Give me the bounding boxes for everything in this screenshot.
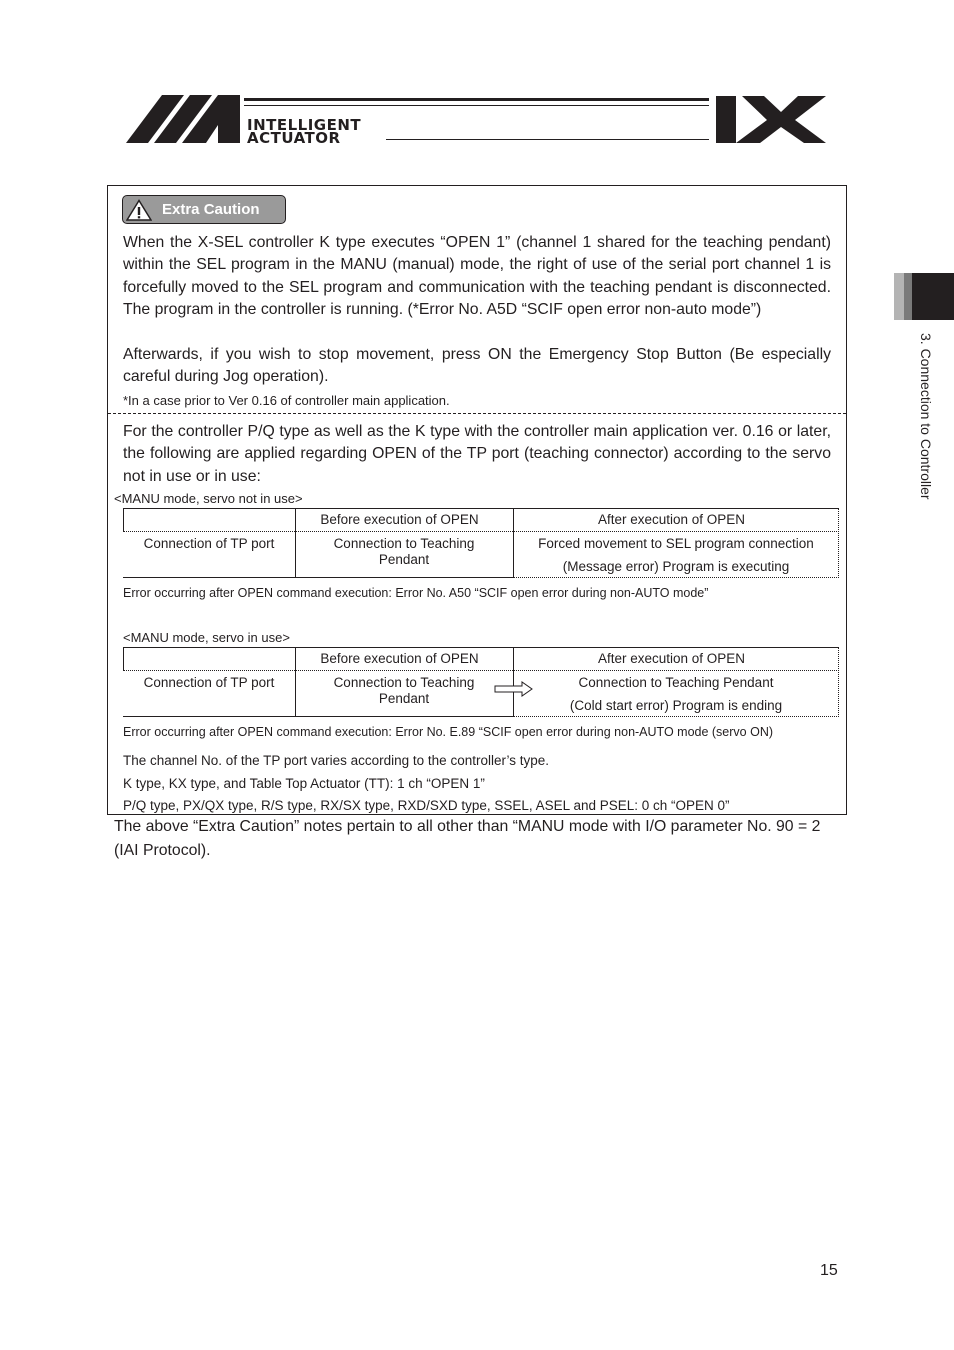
caution-paragraph-1: When the X-SEL controller K type executes “OPEN 1” (channel 1 shared for the teaching pendant) within the SEL program in the MANU (manual) mode, the right of use of the serial port channel 1 is forcefully moved to the SEL program and communication with the teaching pendant is disconnected. The program in the controller is running. (*Error No. A5D “SCIF open error non-auto mode”) bbox=[123, 234, 831, 319]
table1-header-after: After execution of OPEN bbox=[597, 512, 746, 527]
table2-caption: <MANU mode, servo in use> bbox=[123, 630, 290, 645]
table2-header-before: Before execution of OPEN bbox=[320, 651, 479, 666]
table1-error-note: Error occurring after OPEN command execution: Error No. A50 “SCIF open error during non-AUTO mode” bbox=[123, 586, 709, 600]
section-divider bbox=[108, 413, 846, 414]
table2-header-after: After execution of OPEN bbox=[597, 651, 746, 666]
table2-after-line1: Connection to Teaching Pendant bbox=[578, 675, 774, 690]
table1-row-label: Connection of TP port bbox=[143, 536, 275, 551]
caution-footnote: *In a case prior to Ver 0.16 of controller main application. bbox=[123, 393, 450, 408]
table1-before-value: Connection to Teaching Pendant bbox=[333, 536, 475, 567]
ix-logo-mark bbox=[716, 95, 828, 145]
table2-before-value: Connection to Teaching Pendant bbox=[333, 675, 475, 706]
table2-error-note: Error occurring after OPEN command execution: Error No. E.89 “SCIF open error during non-AUTO mode (servo ON) bbox=[123, 725, 774, 739]
closing-paragraph: The above “Extra Caution” notes pertain to all other than “MANU mode with I/O parameter No. 90 = 2 (IAI Protocol). bbox=[114, 818, 821, 859]
channel-note: K type, KX type, and Table Top Actuator (TT): 1 ch “OPEN 1” bbox=[123, 776, 485, 791]
page-number: 15 bbox=[820, 1262, 838, 1279]
logo-word-actuator: ACTUATOR bbox=[247, 129, 341, 147]
table2-row-label: Connection of TP port bbox=[143, 675, 275, 690]
table1-header-before: Before execution of OPEN bbox=[320, 512, 479, 527]
channel-note: P/Q type, PX/QX type, R/S type, RX/SX type, RXD/SXD type, SSEL, ASEL and PSEL: 0 ch “OPEN 0” bbox=[123, 798, 730, 813]
open-table-servo-off bbox=[123, 508, 839, 578]
table1-after-line1: Forced movement to SEL program connection bbox=[538, 536, 814, 551]
logo-rule-top bbox=[244, 98, 709, 101]
table2-after-line2: (Cold start error) Program is ending bbox=[569, 698, 783, 713]
warning-triangle-icon bbox=[126, 199, 152, 221]
logo-rule-thin bbox=[244, 105, 709, 106]
table1-after-line2: (Message error) Program is executing bbox=[562, 559, 790, 574]
chapter-label: 3. Connection to Controller bbox=[918, 333, 934, 500]
chapter-tab bbox=[894, 273, 954, 320]
caution-title: Extra Caution bbox=[162, 201, 260, 218]
caution-paragraph-3: For the controller P/Q type as well as the K type with the controller main application ver. 0.16 or later, the following are applied regarding OPEN of the TP port (teaching connector) according to the servo not in use or in use: bbox=[123, 423, 831, 485]
iai-logo-mark bbox=[126, 95, 242, 145]
table1-caption: <MANU mode, servo not in use> bbox=[114, 491, 303, 506]
logo-word-intelligent: INTELLIGENT bbox=[247, 116, 362, 134]
open-table-servo-on bbox=[123, 647, 839, 717]
caution-paragraph-2: Afterwards, if you wish to stop movement, press ON the Emergency Stop Button (Be especially careful during Jog operation). bbox=[123, 346, 831, 386]
channel-note: The channel No. of the TP port varies according to the controller’s type. bbox=[123, 753, 549, 768]
logo-rule-bottom bbox=[386, 139, 709, 140]
